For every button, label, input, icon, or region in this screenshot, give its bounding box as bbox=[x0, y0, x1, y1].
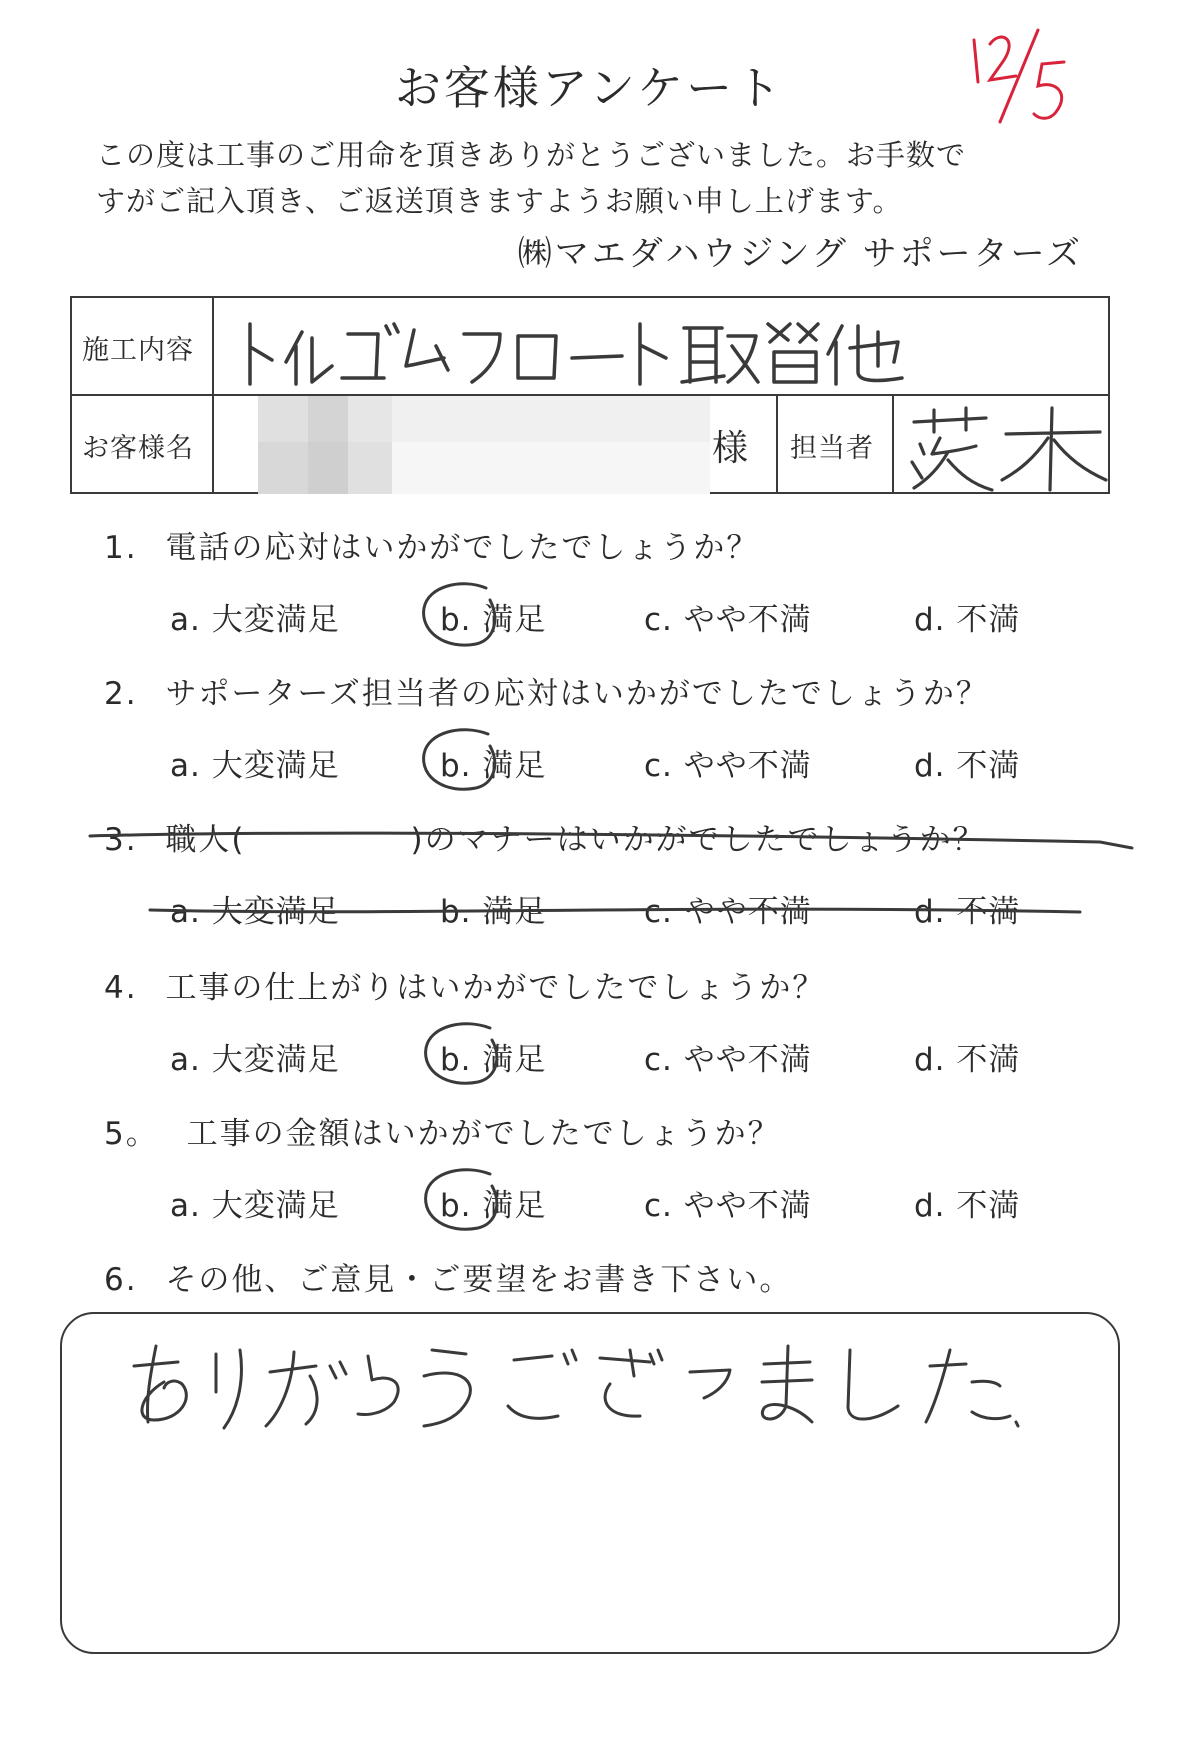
intro-text bbox=[96, 132, 1106, 224]
intro-line-2: すがご記入頂き、ご返送頂きますようお願い申し上げます。 bbox=[96, 184, 903, 218]
page-title: お客様アンケート bbox=[394, 61, 785, 115]
handwritten-date bbox=[960, 20, 1080, 130]
q4-option-b[interactable]: b. 満足 bbox=[440, 1042, 547, 1078]
question-text: 工事の仕上がりはいかがでしたでしょうか？ bbox=[165, 970, 826, 1006]
q2-option-a[interactable]: a. 大変満足 bbox=[170, 748, 340, 784]
question-6 bbox=[104, 1254, 792, 1299]
q1-option-b[interactable]: b. 満足 bbox=[440, 602, 547, 638]
q5-option-b[interactable]: b. 満足 bbox=[440, 1188, 547, 1224]
customer-suffix: 様 bbox=[712, 428, 750, 469]
q4-option-c[interactable]: c. やや不満 bbox=[644, 1042, 812, 1078]
table-col-divider bbox=[212, 298, 214, 492]
q2-option-d[interactable]: d. 不満 bbox=[914, 748, 1021, 784]
q5-option-a[interactable]: a. 大変満足 bbox=[170, 1188, 340, 1224]
question-number: 3. bbox=[104, 822, 138, 858]
question-text: 職人( )のマナーはいかがでしたでしょうか？ bbox=[165, 822, 986, 858]
question-text: 電話の応対はいかがでしたでしょうか？ bbox=[165, 530, 760, 566]
q3-option-c[interactable]: c. やや不満 bbox=[644, 894, 812, 930]
customer-label: お客様名 bbox=[82, 433, 194, 464]
redacted-customer-name bbox=[258, 396, 710, 494]
work-label: 施工内容 bbox=[82, 335, 194, 366]
company-name: ㈱マエダハウジング サポーターズ bbox=[517, 234, 1083, 274]
table-col-divider bbox=[892, 394, 894, 492]
question-3 bbox=[104, 814, 986, 859]
question-number: 1. bbox=[104, 530, 138, 566]
table-col-divider bbox=[776, 394, 778, 492]
intro-line-1: この度は工事のご用命を頂きありがとうございました。お手数で bbox=[96, 138, 967, 172]
q2-option-b[interactable]: b. 満足 bbox=[440, 748, 547, 784]
question-number: 6. bbox=[104, 1262, 138, 1298]
question-5 bbox=[104, 1108, 781, 1153]
q3-option-d[interactable]: d. 不満 bbox=[914, 894, 1021, 930]
q3-option-a[interactable]: a. 大変満足 bbox=[170, 894, 340, 930]
q1-option-c[interactable]: c. やや不満 bbox=[644, 602, 812, 638]
question-4 bbox=[104, 962, 825, 1007]
question-number: 4. bbox=[104, 970, 138, 1006]
q4-option-a[interactable]: a. 大変満足 bbox=[170, 1042, 340, 1078]
q4-option-d[interactable]: d. 不満 bbox=[914, 1042, 1021, 1078]
handwritten-staff-name bbox=[900, 404, 1110, 494]
question-text: 工事の金額はいかがでしたでしょうか？ bbox=[186, 1116, 781, 1152]
handwritten-comment bbox=[120, 1336, 1020, 1436]
staff-label: 担当者 bbox=[790, 433, 874, 464]
q5-option-c[interactable]: c. やや不満 bbox=[644, 1188, 812, 1224]
question-1 bbox=[104, 522, 759, 567]
question-number: 5。 bbox=[104, 1116, 159, 1152]
question-number: 2. bbox=[104, 676, 138, 712]
question-text: サポーターズ担当者の応対はいかがでしたでしょうか？ bbox=[165, 676, 989, 712]
q2-option-c[interactable]: c. やや不満 bbox=[644, 748, 812, 784]
q1-option-d[interactable]: d. 不満 bbox=[914, 602, 1021, 638]
q3-option-b[interactable]: b. 満足 bbox=[440, 894, 547, 930]
q5-option-d[interactable]: d. 不満 bbox=[914, 1188, 1021, 1224]
question-text: その他、ご意見・ご要望をお書き下さい。 bbox=[165, 1262, 793, 1298]
question-2 bbox=[104, 668, 989, 713]
q1-option-a[interactable]: a. 大変満足 bbox=[170, 602, 340, 638]
handwritten-work-content bbox=[238, 318, 918, 388]
